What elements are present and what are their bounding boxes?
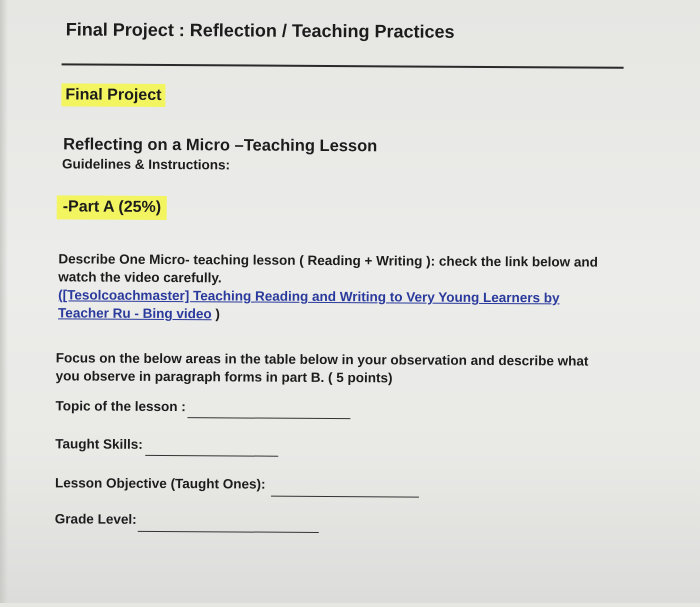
video-link[interactable]: ([Tesolcoachmaster] Teaching Reading and Writing to Very Young Learners by Teacher Ru - Bing video (58, 287, 560, 322)
section-label-final-project (61, 86, 165, 105)
field-label-taught-skills: Taught Skills: (55, 436, 143, 452)
section-label-text: Final Project (61, 83, 165, 107)
guidelines-subheading: Guidelines & Instructions: (61, 156, 231, 173)
field-line-topic[interactable] (187, 417, 350, 419)
field-label-topic: Topic of the lesson : (55, 398, 186, 415)
field-label-lesson-objective: Lesson Objective (Taught Ones): (55, 475, 266, 492)
task-description-text: Describe One Micro- teaching lesson ( Reading + Writing ): check the link below and watch the video carefully. (58, 251, 598, 286)
task-description (58, 250, 606, 325)
lesson-heading: Reflecting on a Micro –Teaching Lesson (63, 135, 378, 156)
field-label-grade-level: Grade Level: (54, 511, 137, 527)
link-closing-paren: ) (211, 306, 220, 322)
document-title: Final Project : Reflection / Teaching Practices (65, 19, 455, 42)
field-line-lesson-objective[interactable] (271, 496, 419, 498)
field-line-grade-level[interactable] (138, 531, 319, 533)
field-line-taught-skills[interactable] (145, 455, 278, 457)
part-a-label: -Part A (25%) (57, 195, 168, 220)
focus-instructions: Focus on the below areas in the table below in your observation and describe what you observe in paragraph forms in part B. ( 5 points) (55, 350, 589, 386)
title-divider (62, 63, 624, 68)
